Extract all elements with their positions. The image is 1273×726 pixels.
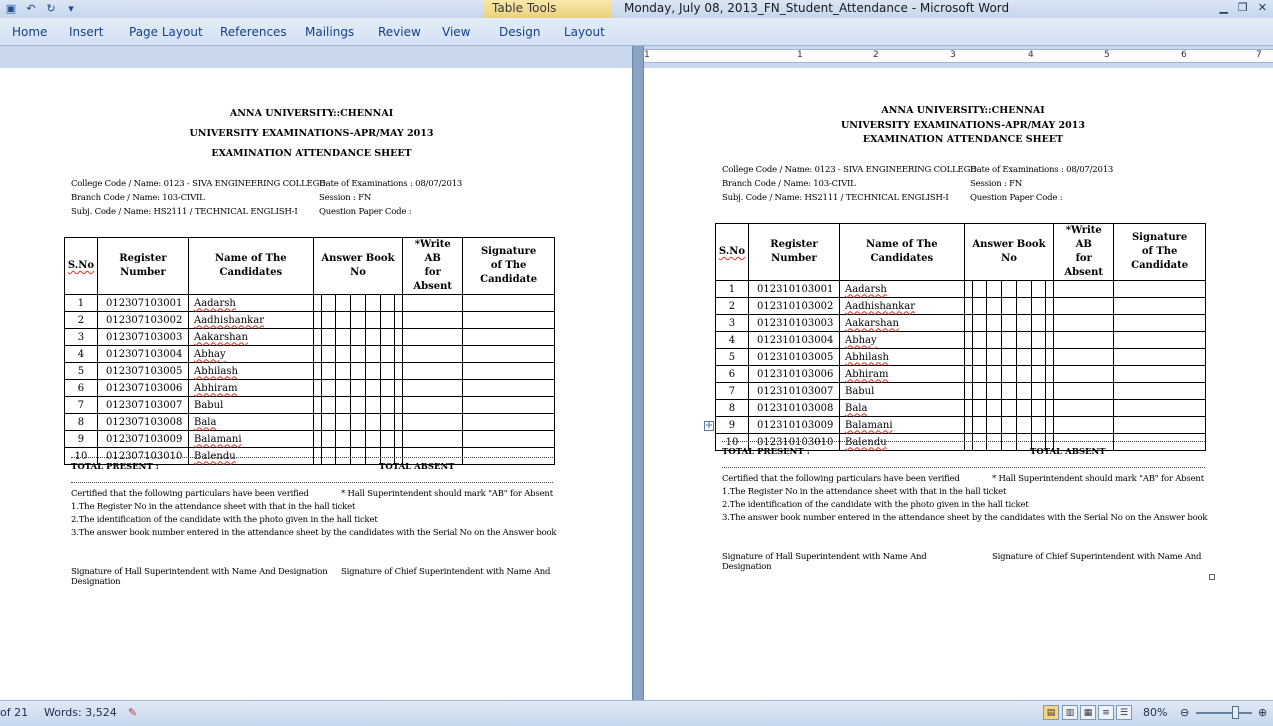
table-row[interactable]: [716, 400, 1206, 417]
row-signature[interactable]: [1114, 298, 1206, 315]
row-write-ab[interactable]: [403, 431, 463, 448]
zoom-in-icon[interactable]: ⊕: [1258, 706, 1268, 719]
col-answer-book: Answer Book No: [313, 238, 403, 295]
chief-signature: Signature of Chief Superintendent with Name And: [341, 567, 551, 577]
row-register[interactable]: 012310103002: [748, 298, 839, 315]
table-row[interactable]: [65, 363, 555, 380]
zoom-slider-thumb[interactable]: [1232, 706, 1239, 719]
row-sno[interactable]: 9: [716, 417, 749, 434]
row-sno[interactable]: 4: [716, 332, 749, 349]
point-1: 1.The Register No in the attendance sheet with that in the hall ticket: [722, 487, 1007, 497]
row-answer-book[interactable]: [964, 366, 1054, 383]
divider: [71, 457, 553, 458]
row-write-ab[interactable]: [403, 295, 463, 312]
row-signature[interactable]: [463, 346, 555, 363]
row-signature[interactable]: [1114, 281, 1206, 298]
row-write-ab[interactable]: [1054, 383, 1114, 400]
row-sno[interactable]: 10: [716, 434, 749, 451]
row-sno[interactable]: 4: [65, 346, 98, 363]
row-signature[interactable]: [1114, 400, 1206, 417]
row-name[interactable]: Aakarshan: [188, 329, 313, 346]
row-name[interactable]: Aadarsh: [839, 281, 964, 298]
row-name[interactable]: Aadarsh: [188, 295, 313, 312]
col-signature: Signature of The Candidate: [1114, 224, 1206, 281]
col-register: Register Number: [748, 224, 839, 281]
table-row[interactable]: [716, 298, 1206, 315]
row-name[interactable]: Balamani: [839, 417, 964, 434]
hall-note: * Hall Superintendent should mark "AB" for Absent: [992, 474, 1204, 484]
row-answer-book[interactable]: [313, 414, 403, 431]
row-sno[interactable]: 1: [716, 281, 749, 298]
total-present: TOTAL PRESENT :: [71, 462, 159, 472]
divider: [71, 482, 553, 483]
zoom-out-icon[interactable]: ⊖: [1180, 706, 1190, 719]
customize-qat-icon[interactable]: ▾: [68, 1, 74, 15]
row-name[interactable]: Abhilash: [839, 349, 964, 366]
table-row[interactable]: [65, 431, 555, 448]
total-present: TOTAL PRESENT :: [722, 447, 810, 457]
certified-text: Certified that the following particulars have been verified: [71, 489, 309, 499]
table-row[interactable]: [65, 397, 555, 414]
row-register[interactable]: 012307103003: [97, 329, 188, 346]
ruler-number: 7: [1256, 50, 1262, 60]
close-icon[interactable]: ✕: [1257, 1, 1267, 14]
row-sno[interactable]: 10: [65, 448, 98, 465]
ribbon-tabs: [0, 18, 1273, 46]
table-row[interactable]: [716, 332, 1206, 349]
table-row[interactable]: [716, 383, 1206, 400]
qp-code-field: Question Paper Code :: [319, 207, 412, 217]
row-answer-book[interactable]: [964, 383, 1054, 400]
row-sno[interactable]: 5: [65, 363, 98, 380]
undo-icon[interactable]: ↶: [26, 1, 36, 15]
row-sno[interactable]: 8: [65, 414, 98, 431]
row-register[interactable]: 012310103009: [748, 417, 839, 434]
attendance-table[interactable]: [715, 223, 1206, 451]
table-row[interactable]: [716, 281, 1206, 298]
point-3: 3.The answer book number entered in the attendance sheet by the candidates with the Serial No on the Answer book: [71, 528, 557, 538]
row-register[interactable]: 012310103010: [748, 434, 839, 451]
quick-access-toolbar: [4, 1, 78, 15]
row-name[interactable]: Aadhishankar: [188, 312, 313, 329]
row-name[interactable]: Balendu: [839, 434, 964, 451]
row-name[interactable]: Abhay: [839, 332, 964, 349]
row-answer-book[interactable]: [313, 312, 403, 329]
date-field: Date of Examinations : 08/07/2013: [319, 179, 463, 189]
row-answer-book[interactable]: [964, 298, 1054, 315]
row-name[interactable]: Aadhishankar: [839, 298, 964, 315]
row-register[interactable]: 012310103001: [748, 281, 839, 298]
ruler-number: 1: [644, 50, 650, 60]
row-write-ab[interactable]: [403, 312, 463, 329]
point-1: 1.The Register No in the attendance sheet with that in the hall ticket: [71, 502, 356, 512]
row-register[interactable]: 012310103005: [748, 349, 839, 366]
row-write-ab[interactable]: [1054, 349, 1114, 366]
qp-code-field: Question Paper Code :: [970, 193, 1063, 203]
full-screen-reading-icon[interactable]: ▥: [1062, 705, 1078, 720]
split-bar[interactable]: [632, 46, 644, 700]
row-register[interactable]: 012310103007: [748, 383, 839, 400]
ruler-number: 1: [797, 50, 803, 60]
branch-field: Branch Code / Name: 103-CIVIL: [71, 193, 205, 203]
row-name[interactable]: Balendu: [188, 448, 313, 465]
row-sno[interactable]: 8: [716, 400, 749, 417]
subject-field: Subj. Code / Name: HS2111 / TECHNICAL ENGLISH-I: [722, 193, 949, 203]
tab-mailings[interactable]: Mailings: [305, 25, 355, 39]
print-layout-view-icon[interactable]: ▤: [1043, 705, 1059, 720]
row-signature[interactable]: [1114, 315, 1206, 332]
row-write-ab[interactable]: [1054, 400, 1114, 417]
hall-signature: Signature of Hall Superintendent with Name And Designation: [71, 567, 328, 577]
table-row[interactable]: [716, 315, 1206, 332]
draft-view-icon[interactable]: ☰: [1116, 705, 1132, 720]
row-write-ab[interactable]: [1054, 315, 1114, 332]
university-title: ANNA UNIVERSITY::CHENNAI: [881, 105, 1045, 116]
university-title: ANNA UNIVERSITY::CHENNAI: [229, 108, 394, 119]
hall-signature-designation: Designation: [722, 562, 772, 572]
row-write-ab[interactable]: [1054, 417, 1114, 434]
row-register[interactable]: 012310103004: [748, 332, 839, 349]
row-answer-book[interactable]: [313, 431, 403, 448]
tab-insert[interactable]: Insert: [69, 25, 104, 39]
subject-field: Subj. Code / Name: HS2111 / TECHNICAL ENGLISH-I: [71, 207, 298, 217]
row-answer-book[interactable]: [313, 329, 403, 346]
table-tools-label: Table Tools: [492, 1, 557, 15]
row-signature[interactable]: [1114, 417, 1206, 434]
row-answer-book[interactable]: [313, 295, 403, 312]
row-name[interactable]: Abhilash: [188, 363, 313, 380]
tab-page-layout[interactable]: Page Layout: [129, 25, 203, 39]
row-register[interactable]: 012307103008: [97, 414, 188, 431]
row-sno[interactable]: 6: [65, 380, 98, 397]
sheet-title: EXAMINATION ATTENDANCE SHEET: [211, 148, 412, 159]
table-row[interactable]: [65, 380, 555, 397]
hall-signature-designation: Designation: [71, 577, 121, 587]
table-row[interactable]: [65, 295, 555, 312]
session-field: Session : FN: [319, 193, 372, 203]
row-register[interactable]: 012310103003: [748, 315, 839, 332]
divider: [722, 467, 1205, 468]
attendance-table[interactable]: [64, 237, 555, 465]
row-write-ab[interactable]: [1054, 332, 1114, 349]
row-name[interactable]: Balamani: [188, 431, 313, 448]
table-row[interactable]: [65, 346, 555, 363]
row-name[interactable]: Abhiram: [839, 366, 964, 383]
row-signature[interactable]: [1114, 366, 1206, 383]
row-write-ab[interactable]: [1054, 298, 1114, 315]
outline-view-icon[interactable]: ≡: [1098, 705, 1114, 720]
restore-icon[interactable]: ❐: [1237, 1, 1248, 14]
table-row[interactable]: [65, 312, 555, 329]
word-count[interactable]: Words: 3,524: [44, 706, 117, 719]
row-name[interactable]: Bala: [839, 400, 964, 417]
row-answer-book[interactable]: [964, 315, 1054, 332]
row-sno[interactable]: 7: [716, 383, 749, 400]
row-register[interactable]: 012307103004: [97, 346, 188, 363]
row-sno[interactable]: 1: [65, 295, 98, 312]
row-sno[interactable]: 3: [716, 315, 749, 332]
row-register[interactable]: 012307103002: [97, 312, 188, 329]
row-name[interactable]: Bala: [188, 414, 313, 431]
exam-title: UNIVERSITY EXAMINATIONS-APR/MAY 2013: [189, 128, 434, 139]
col-sno: S.No: [716, 224, 749, 281]
row-write-ab[interactable]: [403, 363, 463, 380]
college-field: College Code / Name: 0123 - SIVA ENGINEERING COLLEGE: [722, 165, 977, 175]
ruler-number: 4: [1028, 50, 1034, 60]
row-sno[interactable]: 2: [65, 312, 98, 329]
col-signature: Signature of The Candidate: [463, 238, 555, 295]
row-signature[interactable]: [1114, 434, 1206, 451]
total-absent: TOTAL ABSENT: [379, 462, 455, 472]
row-sno[interactable]: 7: [65, 397, 98, 414]
table-row[interactable]: [65, 414, 555, 431]
tab-home[interactable]: Home: [12, 25, 48, 39]
branch-field: Branch Code / Name: 103-CIVIL: [722, 179, 856, 189]
certified-text: Certified that the following particulars have been verified: [722, 474, 960, 484]
tab-design[interactable]: Design: [499, 25, 541, 39]
row-register[interactable]: 012307103010: [97, 448, 188, 465]
col-sno: S.No: [65, 238, 98, 295]
table-row[interactable]: [716, 417, 1206, 434]
ruler-number: 2: [873, 50, 879, 60]
date-field: Date of Examinations : 08/07/2013: [970, 165, 1114, 175]
tab-layout[interactable]: Layout: [564, 25, 605, 39]
row-answer-book[interactable]: [313, 380, 403, 397]
divider: [722, 441, 1205, 442]
point-2: 2.The identification of the candidate with the photo given in the hall ticket: [722, 500, 1029, 510]
table-move-handle-icon[interactable]: ✛: [705, 421, 713, 430]
session-field: Session : FN: [970, 179, 1023, 189]
document-page-right: [644, 68, 1273, 700]
point-2: 2.The identification of the candidate with the photo given in the hall ticket: [71, 515, 378, 525]
sheet-title: EXAMINATION ATTENDANCE SHEET: [862, 134, 1064, 145]
hall-note: * Hall Superintendent should mark "AB" for Absent: [341, 489, 553, 499]
left-pane-header: [0, 46, 632, 68]
point-3: 3.The answer book number entered in the attendance sheet by the candidates with the Serial No on the Answer book: [722, 513, 1208, 523]
row-write-ab[interactable]: [403, 346, 463, 363]
window-controls: [1219, 1, 1267, 14]
page-count[interactable]: of 21: [0, 706, 29, 719]
tab-references[interactable]: References: [220, 25, 287, 39]
proofing-icon[interactable]: ✎: [128, 706, 138, 719]
minimize-icon[interactable]: ▁: [1219, 1, 1228, 14]
horizontal-ruler[interactable]: [644, 49, 1273, 63]
row-signature[interactable]: [1114, 383, 1206, 400]
row-write-ab[interactable]: [403, 414, 463, 431]
hall-signature: Signature of Hall Superintendent with Name And: [722, 552, 927, 562]
row-write-ab[interactable]: [403, 329, 463, 346]
col-register: Register Number: [97, 238, 188, 295]
web-layout-icon[interactable]: ▦: [1080, 705, 1096, 720]
row-answer-book[interactable]: [313, 397, 403, 414]
ruler-number: 6: [1181, 50, 1187, 60]
title-bar: [0, 0, 1273, 18]
row-answer-book[interactable]: [313, 346, 403, 363]
row-signature[interactable]: [1114, 349, 1206, 366]
ruler-number: 5: [1104, 50, 1110, 60]
col-write-ab: *Write AB for Absent: [403, 238, 463, 295]
zoom-level[interactable]: 80%: [1143, 706, 1168, 719]
row-write-ab[interactable]: [403, 380, 463, 397]
row-name[interactable]: Abhiram: [188, 380, 313, 397]
row-name[interactable]: Abhay: [188, 346, 313, 363]
row-signature[interactable]: [463, 397, 555, 414]
row-signature[interactable]: [463, 380, 555, 397]
save-icon[interactable]: ▣: [5, 1, 17, 15]
window-title: Monday, July 08, 2013_FN_Student_Attendance - Microsoft Word: [624, 1, 1010, 15]
row-sno[interactable]: 9: [65, 431, 98, 448]
tab-view[interactable]: View: [442, 25, 471, 39]
row-register[interactable]: 012307103005: [97, 363, 188, 380]
row-write-ab[interactable]: [403, 397, 463, 414]
table-row[interactable]: [716, 349, 1206, 366]
row-sno[interactable]: 3: [65, 329, 98, 346]
redo-icon[interactable]: ↻: [46, 1, 56, 15]
document-page-left: [0, 68, 632, 700]
row-register[interactable]: 012310103006: [748, 366, 839, 383]
row-register[interactable]: 012307103009: [97, 431, 188, 448]
row-signature[interactable]: [1114, 332, 1206, 349]
row-signature[interactable]: [463, 363, 555, 380]
row-signature[interactable]: [463, 312, 555, 329]
col-write-ab: *Write AB for Absent: [1054, 224, 1114, 281]
college-field: College Code / Name: 0123 - SIVA ENGINEERING COLLEGE: [71, 179, 326, 189]
row-answer-book[interactable]: [964, 417, 1054, 434]
chief-signature: Signature of Chief Superintendent with Name And: [992, 552, 1202, 562]
row-signature[interactable]: [463, 329, 555, 346]
row-signature[interactable]: [463, 431, 555, 448]
row-write-ab[interactable]: [1054, 366, 1114, 383]
row-register[interactable]: 012307103007: [97, 397, 188, 414]
row-register[interactable]: 012310103008: [748, 400, 839, 417]
table-resize-handle[interactable]: [1209, 574, 1215, 580]
row-answer-book[interactable]: [964, 332, 1054, 349]
row-signature[interactable]: [463, 414, 555, 431]
row-sno[interactable]: 2: [716, 298, 749, 315]
exam-title: UNIVERSITY EXAMINATIONS-APR/MAY 2013: [841, 120, 1085, 131]
zoom-slider[interactable]: [1196, 712, 1252, 714]
row-signature[interactable]: [463, 448, 555, 465]
row-write-ab[interactable]: [1054, 281, 1114, 298]
col-answer-book: Answer Book No: [964, 224, 1054, 281]
row-sno[interactable]: 5: [716, 349, 749, 366]
table-row[interactable]: [65, 329, 555, 346]
tab-review[interactable]: Review: [378, 25, 421, 39]
total-absent: TOTAL ABSENT: [1030, 447, 1106, 457]
row-register[interactable]: 012307103001: [97, 295, 188, 312]
row-answer-book[interactable]: [964, 400, 1054, 417]
row-name[interactable]: Aakarshan: [839, 315, 964, 332]
row-name[interactable]: Babul: [188, 397, 313, 414]
row-signature[interactable]: [463, 295, 555, 312]
row-answer-book[interactable]: [964, 349, 1054, 366]
row-answer-book[interactable]: [313, 363, 403, 380]
row-register[interactable]: 012307103006: [97, 380, 188, 397]
status-bar: [0, 700, 1273, 726]
row-name[interactable]: Babul: [839, 383, 964, 400]
row-answer-book[interactable]: [964, 281, 1054, 298]
table-row[interactable]: [716, 366, 1206, 383]
ruler-number: 3: [950, 50, 956, 60]
row-sno[interactable]: 6: [716, 366, 749, 383]
col-name: Name of The Candidates: [188, 238, 313, 295]
col-name: Name of The Candidates: [839, 224, 964, 281]
